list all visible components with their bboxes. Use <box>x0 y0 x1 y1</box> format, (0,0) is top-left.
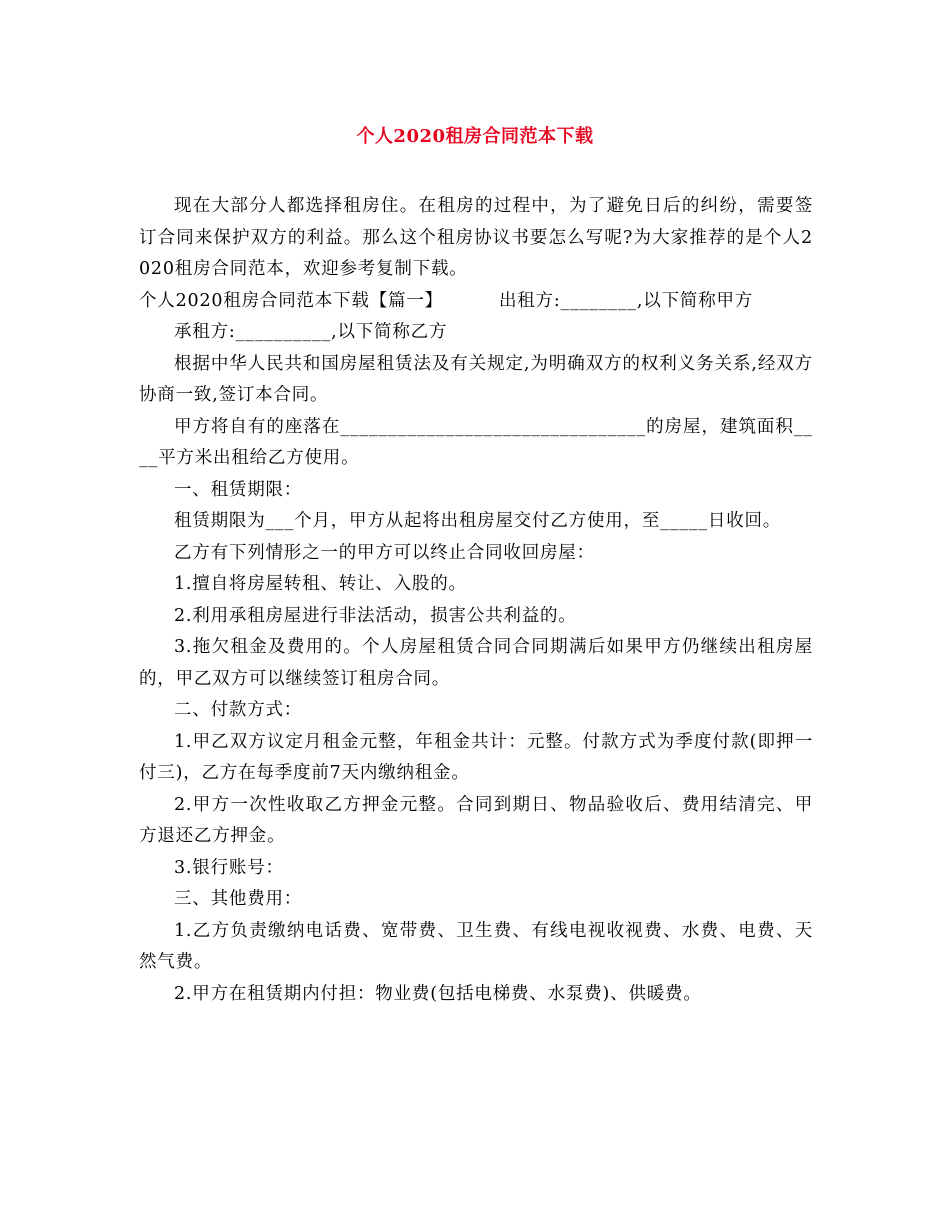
section-3-heading: 三、其他费用： <box>174 889 303 909</box>
lessee-line: 承租方:__________,以下简称乙方 <box>174 322 448 342</box>
intro-paragraph: 现在大部分人都选择租房住。在租房的过程中，为了避免日后的纠纷，需要签订合同来保护双方的利益。那么这个租房协议书要怎么写呢?为大家推荐的是个人2020租房合同范本，欢迎参考复制下载。 <box>139 196 813 279</box>
basis-paragraph: 根据中华人民共和国房屋租赁法及有关规定,为明确双方的权利义务关系,经双方协商一致,签订本合同。 <box>139 353 813 405</box>
premises-paragraph: 甲方将自有的座落在________________________________的房屋，建筑面积____平方米出租给乙方使用。 <box>139 416 813 468</box>
termination-item-3: 3.拖欠租金及费用的。个人房屋租赁合同合同期满后如果甲方仍继续出租房屋的，甲乙双方可以继续签订租房合同。 <box>139 637 813 689</box>
document-body <box>139 191 813 1010</box>
payment-item-3: 3.银行账号： <box>174 857 284 878</box>
termination-paragraph: 乙方有下列情形之一的甲方可以终止合同收回房屋： <box>174 542 595 563</box>
section-subtitle: 个人2020租房合同范本下载【篇一】 <box>139 290 443 311</box>
subtitle-line <box>139 286 813 318</box>
document-title: 个人2020租房合同范本下载 <box>356 126 594 147</box>
other-fees-item-1: 1.乙方负责缴纳电话费、宽带费、卫生费、有线电视收视费、水费、电费、天然气费。 <box>139 920 813 972</box>
lease-term-paragraph: 租赁期限为___个月，甲方从起将出租房屋交付乙方使用，至_____日收回。 <box>174 511 782 531</box>
termination-item-2: 2.利用承租房屋进行非法活动，损害公共利益的。 <box>174 605 577 626</box>
other-fees-item-2: 2.甲方在租赁期内付担：物业费(包括电梯费、水泵费)、供暖费。 <box>174 983 702 1004</box>
termination-item-1: 1.擅自将房屋转租、转让、入股的。 <box>174 574 467 594</box>
payment-item-2: 2.甲方一次性收取乙方押金元整。合同到期日、物品验收后、费用结清完、甲方退还乙方押金。 <box>139 794 813 846</box>
payment-item-1: 1.甲乙双方议定月租金元整，年租金共计：元整。付款方式为季度付款(即押一付三)，乙方在每季度前7天内缴纳租金。 <box>139 731 813 783</box>
section-2-heading: 二、付款方式： <box>174 700 303 720</box>
section-1-heading: 一、租赁期限： <box>174 479 303 500</box>
lessor-line: 出租方:________,以下简称甲方 <box>498 290 754 311</box>
